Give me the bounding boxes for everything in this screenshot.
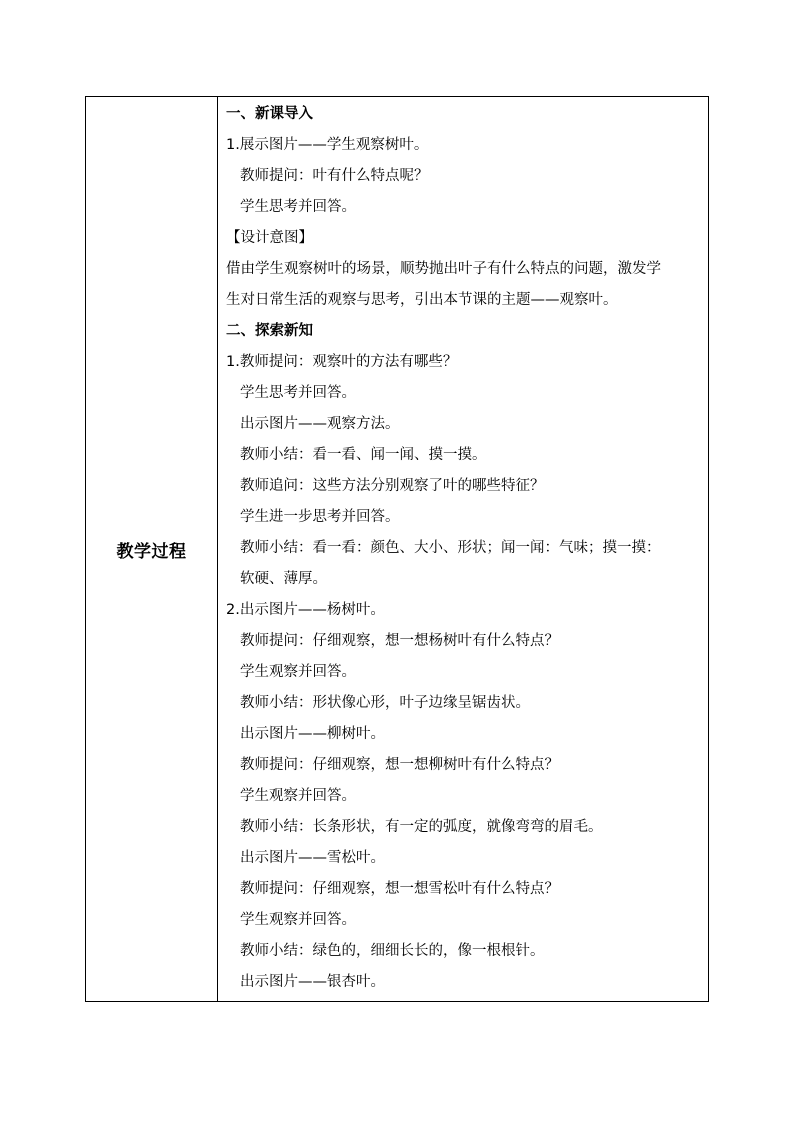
content-line: 学生思考并回答。: [240, 385, 356, 401]
content-line: 教师提问：叶有什么特点呢？: [240, 168, 429, 184]
content-line: 学生进一步思考并回答。: [240, 509, 400, 525]
content-line: 2.出示图片——杨树叶。: [226, 602, 385, 618]
content-line: 软硬、薄厚。: [240, 571, 327, 587]
content-line: 1.教师提问：观察叶的方法有哪些？: [226, 354, 458, 370]
content-line: 借由学生观察树叶的场景，顺势抛出叶子有什么特点的问题，激发学: [226, 261, 661, 277]
content-line: 生对日常生活的观察与思考，引出本节课的主题——观察叶。: [226, 292, 618, 308]
content-line: 学生观察并回答。: [240, 912, 356, 928]
content-line: 教师小结：看一看、闻一闻、摸一摸。: [240, 447, 487, 463]
section-label: 教学过程: [116, 541, 187, 562]
content-line: 教师提问：仔细观察，想一想雪松叶有什么特点？: [240, 881, 559, 897]
section-heading: 一、新课导入: [226, 106, 313, 122]
content-line: 学生观察并回答。: [240, 788, 356, 804]
content-line: 1.展示图片——学生观察树叶。: [226, 137, 429, 153]
content-line: 教师小结：看一看：颜色、大小、形状；闻一闻：气味；摸一摸：: [240, 540, 661, 556]
content-line: 教师小结：绿色的，细细长长的，像一根根针。: [240, 943, 545, 959]
content-line: 学生观察并回答。: [240, 664, 356, 680]
content-line: 出示图片——雪松叶。: [240, 850, 385, 866]
content-line: 教师提问：仔细观察，想一想柳树叶有什么特点？: [240, 757, 559, 773]
content-line: 教师提问：仔细观察，想一想杨树叶有什么特点？: [240, 633, 559, 649]
lesson-plan-table: [85, 96, 709, 1002]
content-line: 教师小结：形状像心形，叶子边缘呈锯齿状。: [240, 695, 530, 711]
content-line: 学生思考并回答。: [240, 199, 356, 215]
content-lines: [226, 99, 708, 998]
content-line: 出示图片——柳树叶。: [240, 726, 385, 742]
content-line: 【设计意图】: [226, 230, 313, 246]
section-label-cell: [86, 97, 218, 1002]
section-content-cell: [218, 97, 709, 1002]
content-line: 教师小结：长条形状，有一定的弧度，就像弯弯的眉毛。: [240, 819, 603, 835]
section-heading: 二、探索新知: [226, 323, 313, 339]
table-row: [86, 97, 709, 1002]
content-line: 出示图片——观察方法。: [240, 416, 400, 432]
content-line: 教师追问：这些方法分别观察了叶的哪些特征？: [240, 478, 545, 494]
content-line: 出示图片——银杏叶。: [240, 974, 385, 990]
